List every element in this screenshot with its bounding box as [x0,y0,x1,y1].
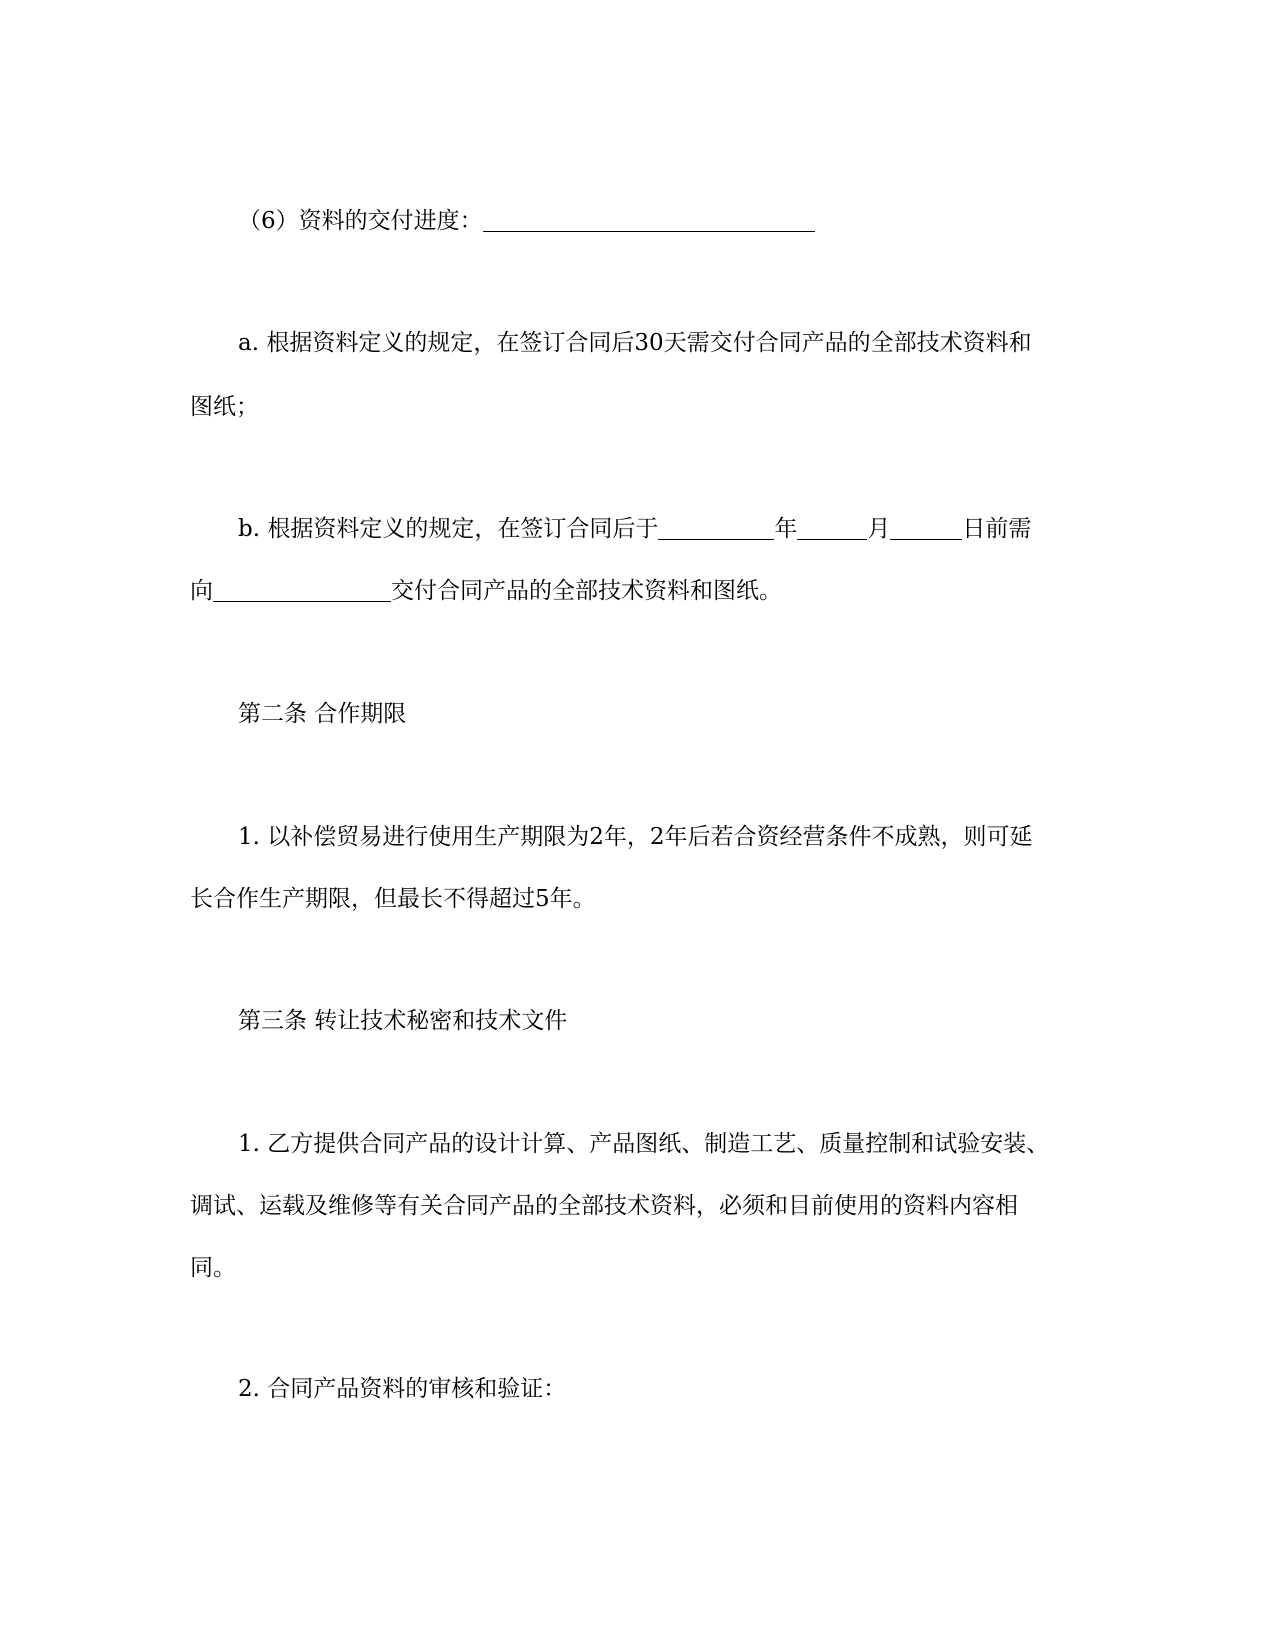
month-label: 月 [867,516,891,542]
article3-p1-line1: 1. 乙方提供合同产品的设计计算、产品图纸、制造工艺、质量控制和试验安装、 [238,1131,1050,1157]
item-a-line1: a. 根据资料定义的规定，在签订合同后30天需交付合同产品的全部技术资料和 [238,330,1032,356]
item-a-line2: 图纸； [190,394,259,420]
article2-heading: 第二条 合作期限 [238,701,407,727]
article3-heading: 第三条 转让技术秘密和技术文件 [238,1008,568,1034]
year-label: 年 [774,516,798,542]
article2-p1-line1: 1. 以补偿贸易进行使用生产期限为2年，2年后若合资经营条件不成熟，则可延 [238,824,1033,850]
year-blank [658,517,774,540]
article3-p2: 2. 合同产品资料的审核和验证： [238,1376,567,1402]
item-b-line1 [238,514,1031,544]
item-b-tail: 交付合同产品的全部技术资料和图纸。 [391,578,782,604]
month-blank [797,517,867,540]
to-label: 向 [190,578,213,604]
item-b-text: b. 根据资料定义的规定，在签订合同后于 [238,516,659,542]
article3-p1-line3: 同。 [190,1255,236,1281]
day-blank [890,517,962,540]
article2-p1-line2: 长合作生产期限，但最长不得超过5年。 [190,886,596,912]
article3-p1-line2: 调试、运载及维修等有关合同产品的全部技术资料，必须和目前使用的资料内容相 [190,1193,1018,1219]
delivery-schedule-blank [483,209,815,232]
day-label: 日前需 [962,516,1032,542]
item-b-line2 [190,576,782,606]
item6-line [238,206,815,236]
item6-label: （6）资料的交付进度： [238,208,483,234]
recipient-blank [213,579,391,602]
